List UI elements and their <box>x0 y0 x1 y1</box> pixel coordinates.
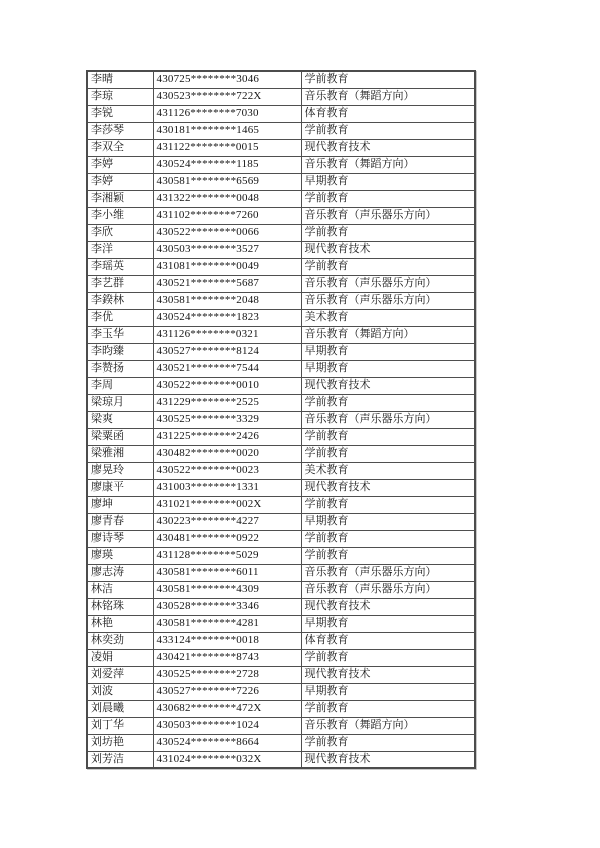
id-cell: 431229********2525 <box>153 394 301 411</box>
id-cell: 430527********7226 <box>153 683 301 700</box>
major-cell: 音乐教育（声乐器乐方向） <box>301 207 475 224</box>
major-cell: 早期教育 <box>301 683 475 700</box>
table-row <box>87 479 475 496</box>
table-row <box>87 394 475 411</box>
table-row <box>87 377 475 394</box>
name-cell: 廖晃玲 <box>87 462 153 479</box>
major-cell: 早期教育 <box>301 360 475 377</box>
table-row <box>87 649 475 666</box>
name-cell: 梁雅湘 <box>87 445 153 462</box>
id-cell: 431225********2426 <box>153 428 301 445</box>
name-cell: 刘芳洁 <box>87 751 153 768</box>
id-cell: 430581********6011 <box>153 564 301 581</box>
major-cell: 学前教育 <box>301 122 475 139</box>
name-cell: 李鍨林 <box>87 292 153 309</box>
name-cell: 李洋 <box>87 241 153 258</box>
major-cell: 体育教育 <box>301 632 475 649</box>
id-cell: 430524********1823 <box>153 309 301 326</box>
major-cell: 现代教育技术 <box>301 139 475 156</box>
major-cell: 学前教育 <box>301 394 475 411</box>
major-cell: 早期教育 <box>301 173 475 190</box>
table-row <box>87 292 475 309</box>
id-cell: 431322********0048 <box>153 190 301 207</box>
name-cell: 廖瑛 <box>87 547 153 564</box>
major-cell: 学前教育 <box>301 547 475 564</box>
name-cell: 刘坊艳 <box>87 734 153 751</box>
id-cell: 430481********0922 <box>153 530 301 547</box>
major-cell: 音乐教育（声乐器乐方向） <box>301 292 475 309</box>
name-cell: 廖诗琴 <box>87 530 153 547</box>
name-cell: 李双全 <box>87 139 153 156</box>
table-row <box>87 683 475 700</box>
id-cell: 430482********0020 <box>153 445 301 462</box>
id-cell: 431102********7260 <box>153 207 301 224</box>
major-cell: 学前教育 <box>301 700 475 717</box>
name-cell: 李昀臻 <box>87 343 153 360</box>
id-cell: 431024********032X <box>153 751 301 768</box>
table-row <box>87 71 475 88</box>
major-cell: 现代教育技术 <box>301 666 475 683</box>
major-cell: 早期教育 <box>301 513 475 530</box>
name-cell: 李琼 <box>87 88 153 105</box>
id-cell: 430522********0023 <box>153 462 301 479</box>
major-cell: 音乐教育（声乐器乐方向） <box>301 581 475 598</box>
name-cell: 李优 <box>87 309 153 326</box>
id-cell: 430503********3527 <box>153 241 301 258</box>
id-cell: 430725********3046 <box>153 71 301 88</box>
student-roster-table <box>86 70 476 769</box>
name-cell: 廖志涛 <box>87 564 153 581</box>
name-cell: 廖康平 <box>87 479 153 496</box>
roster-table-body <box>87 71 475 768</box>
name-cell: 林洁 <box>87 581 153 598</box>
name-cell: 凌娟 <box>87 649 153 666</box>
table-row <box>87 428 475 445</box>
name-cell: 廖青春 <box>87 513 153 530</box>
major-cell: 学前教育 <box>301 190 475 207</box>
table-row <box>87 309 475 326</box>
table-row <box>87 224 475 241</box>
table-row <box>87 343 475 360</box>
major-cell: 现代教育技术 <box>301 479 475 496</box>
major-cell: 音乐教育（声乐器乐方向） <box>301 275 475 292</box>
major-cell: 现代教育技术 <box>301 751 475 768</box>
table-row <box>87 564 475 581</box>
name-cell: 林艳 <box>87 615 153 632</box>
id-cell: 430522********0010 <box>153 377 301 394</box>
table-row <box>87 156 475 173</box>
table-row <box>87 122 475 139</box>
table-row <box>87 241 475 258</box>
name-cell: 刘波 <box>87 683 153 700</box>
name-cell: 梁爽 <box>87 411 153 428</box>
major-cell: 学前教育 <box>301 649 475 666</box>
table-row <box>87 615 475 632</box>
id-cell: 430524********8664 <box>153 734 301 751</box>
table-row <box>87 581 475 598</box>
table-row <box>87 751 475 768</box>
name-cell: 李艺群 <box>87 275 153 292</box>
major-cell: 音乐教育（舞蹈方向） <box>301 717 475 734</box>
id-cell: 430521********5687 <box>153 275 301 292</box>
id-cell: 430581********4281 <box>153 615 301 632</box>
name-cell: 李欣 <box>87 224 153 241</box>
id-cell: 430581********4309 <box>153 581 301 598</box>
major-cell: 学前教育 <box>301 428 475 445</box>
id-cell: 430223********4227 <box>153 513 301 530</box>
id-cell: 430421********8743 <box>153 649 301 666</box>
table-row <box>87 326 475 343</box>
table-row <box>87 530 475 547</box>
name-cell: 李玉华 <box>87 326 153 343</box>
id-cell: 430682********472X <box>153 700 301 717</box>
major-cell: 音乐教育（舞蹈方向） <box>301 156 475 173</box>
table-row <box>87 513 475 530</box>
table-row <box>87 598 475 615</box>
table-row <box>87 496 475 513</box>
major-cell: 学前教育 <box>301 734 475 751</box>
id-cell: 430581********2048 <box>153 292 301 309</box>
table-row <box>87 88 475 105</box>
major-cell: 早期教育 <box>301 615 475 632</box>
table-row <box>87 190 475 207</box>
major-cell: 音乐教育（舞蹈方向） <box>301 88 475 105</box>
name-cell: 李小维 <box>87 207 153 224</box>
name-cell: 李婷 <box>87 156 153 173</box>
table-row <box>87 717 475 734</box>
table-row <box>87 547 475 564</box>
table-row <box>87 411 475 428</box>
name-cell: 刘晨曦 <box>87 700 153 717</box>
name-cell: 梁琼月 <box>87 394 153 411</box>
name-cell: 李锐 <box>87 105 153 122</box>
major-cell: 早期教育 <box>301 343 475 360</box>
table-row <box>87 632 475 649</box>
name-cell: 李赞扬 <box>87 360 153 377</box>
table-row <box>87 258 475 275</box>
major-cell: 学前教育 <box>301 496 475 513</box>
major-cell: 音乐教育（声乐器乐方向） <box>301 411 475 428</box>
major-cell: 学前教育 <box>301 530 475 547</box>
name-cell: 刘丁华 <box>87 717 153 734</box>
table-row <box>87 462 475 479</box>
name-cell: 刘爱萍 <box>87 666 153 683</box>
id-cell: 431081********0049 <box>153 258 301 275</box>
id-cell: 431122********0015 <box>153 139 301 156</box>
id-cell: 431126********0321 <box>153 326 301 343</box>
name-cell: 梁粟函 <box>87 428 153 445</box>
table-row <box>87 105 475 122</box>
major-cell: 现代教育技术 <box>301 241 475 258</box>
name-cell: 李莎琴 <box>87 122 153 139</box>
id-cell: 430528********3346 <box>153 598 301 615</box>
major-cell: 学前教育 <box>301 71 475 88</box>
table-row <box>87 734 475 751</box>
major-cell: 学前教育 <box>301 224 475 241</box>
id-cell: 430522********0066 <box>153 224 301 241</box>
name-cell: 李婷 <box>87 173 153 190</box>
major-cell: 现代教育技术 <box>301 598 475 615</box>
table-row <box>87 700 475 717</box>
major-cell: 学前教育 <box>301 258 475 275</box>
id-cell: 431128********5029 <box>153 547 301 564</box>
id-cell: 430525********2728 <box>153 666 301 683</box>
id-cell: 430503********1024 <box>153 717 301 734</box>
name-cell: 廖坤 <box>87 496 153 513</box>
table-row <box>87 207 475 224</box>
id-cell: 431021********002X <box>153 496 301 513</box>
table-row <box>87 445 475 462</box>
major-cell: 现代教育技术 <box>301 377 475 394</box>
id-cell: 430523********722X <box>153 88 301 105</box>
name-cell: 李瑶英 <box>87 258 153 275</box>
id-cell: 430521********7544 <box>153 360 301 377</box>
major-cell: 体育教育 <box>301 105 475 122</box>
name-cell: 林铭珠 <box>87 598 153 615</box>
table-row <box>87 173 475 190</box>
name-cell: 李周 <box>87 377 153 394</box>
table-row <box>87 360 475 377</box>
id-cell: 433124********0018 <box>153 632 301 649</box>
major-cell: 音乐教育（声乐器乐方向） <box>301 564 475 581</box>
id-cell: 431126********7030 <box>153 105 301 122</box>
table-row <box>87 275 475 292</box>
table-row <box>87 666 475 683</box>
id-cell: 431003********1331 <box>153 479 301 496</box>
major-cell: 学前教育 <box>301 445 475 462</box>
name-cell: 李晴 <box>87 71 153 88</box>
id-cell: 430581********6569 <box>153 173 301 190</box>
name-cell: 林奕劲 <box>87 632 153 649</box>
name-cell: 李湘颖 <box>87 190 153 207</box>
major-cell: 美术教育 <box>301 309 475 326</box>
id-cell: 430525********3329 <box>153 411 301 428</box>
table-row <box>87 139 475 156</box>
major-cell: 美术教育 <box>301 462 475 479</box>
id-cell: 430527********8124 <box>153 343 301 360</box>
id-cell: 430181********1465 <box>153 122 301 139</box>
id-cell: 430524********1185 <box>153 156 301 173</box>
major-cell: 音乐教育（舞蹈方向） <box>301 326 475 343</box>
